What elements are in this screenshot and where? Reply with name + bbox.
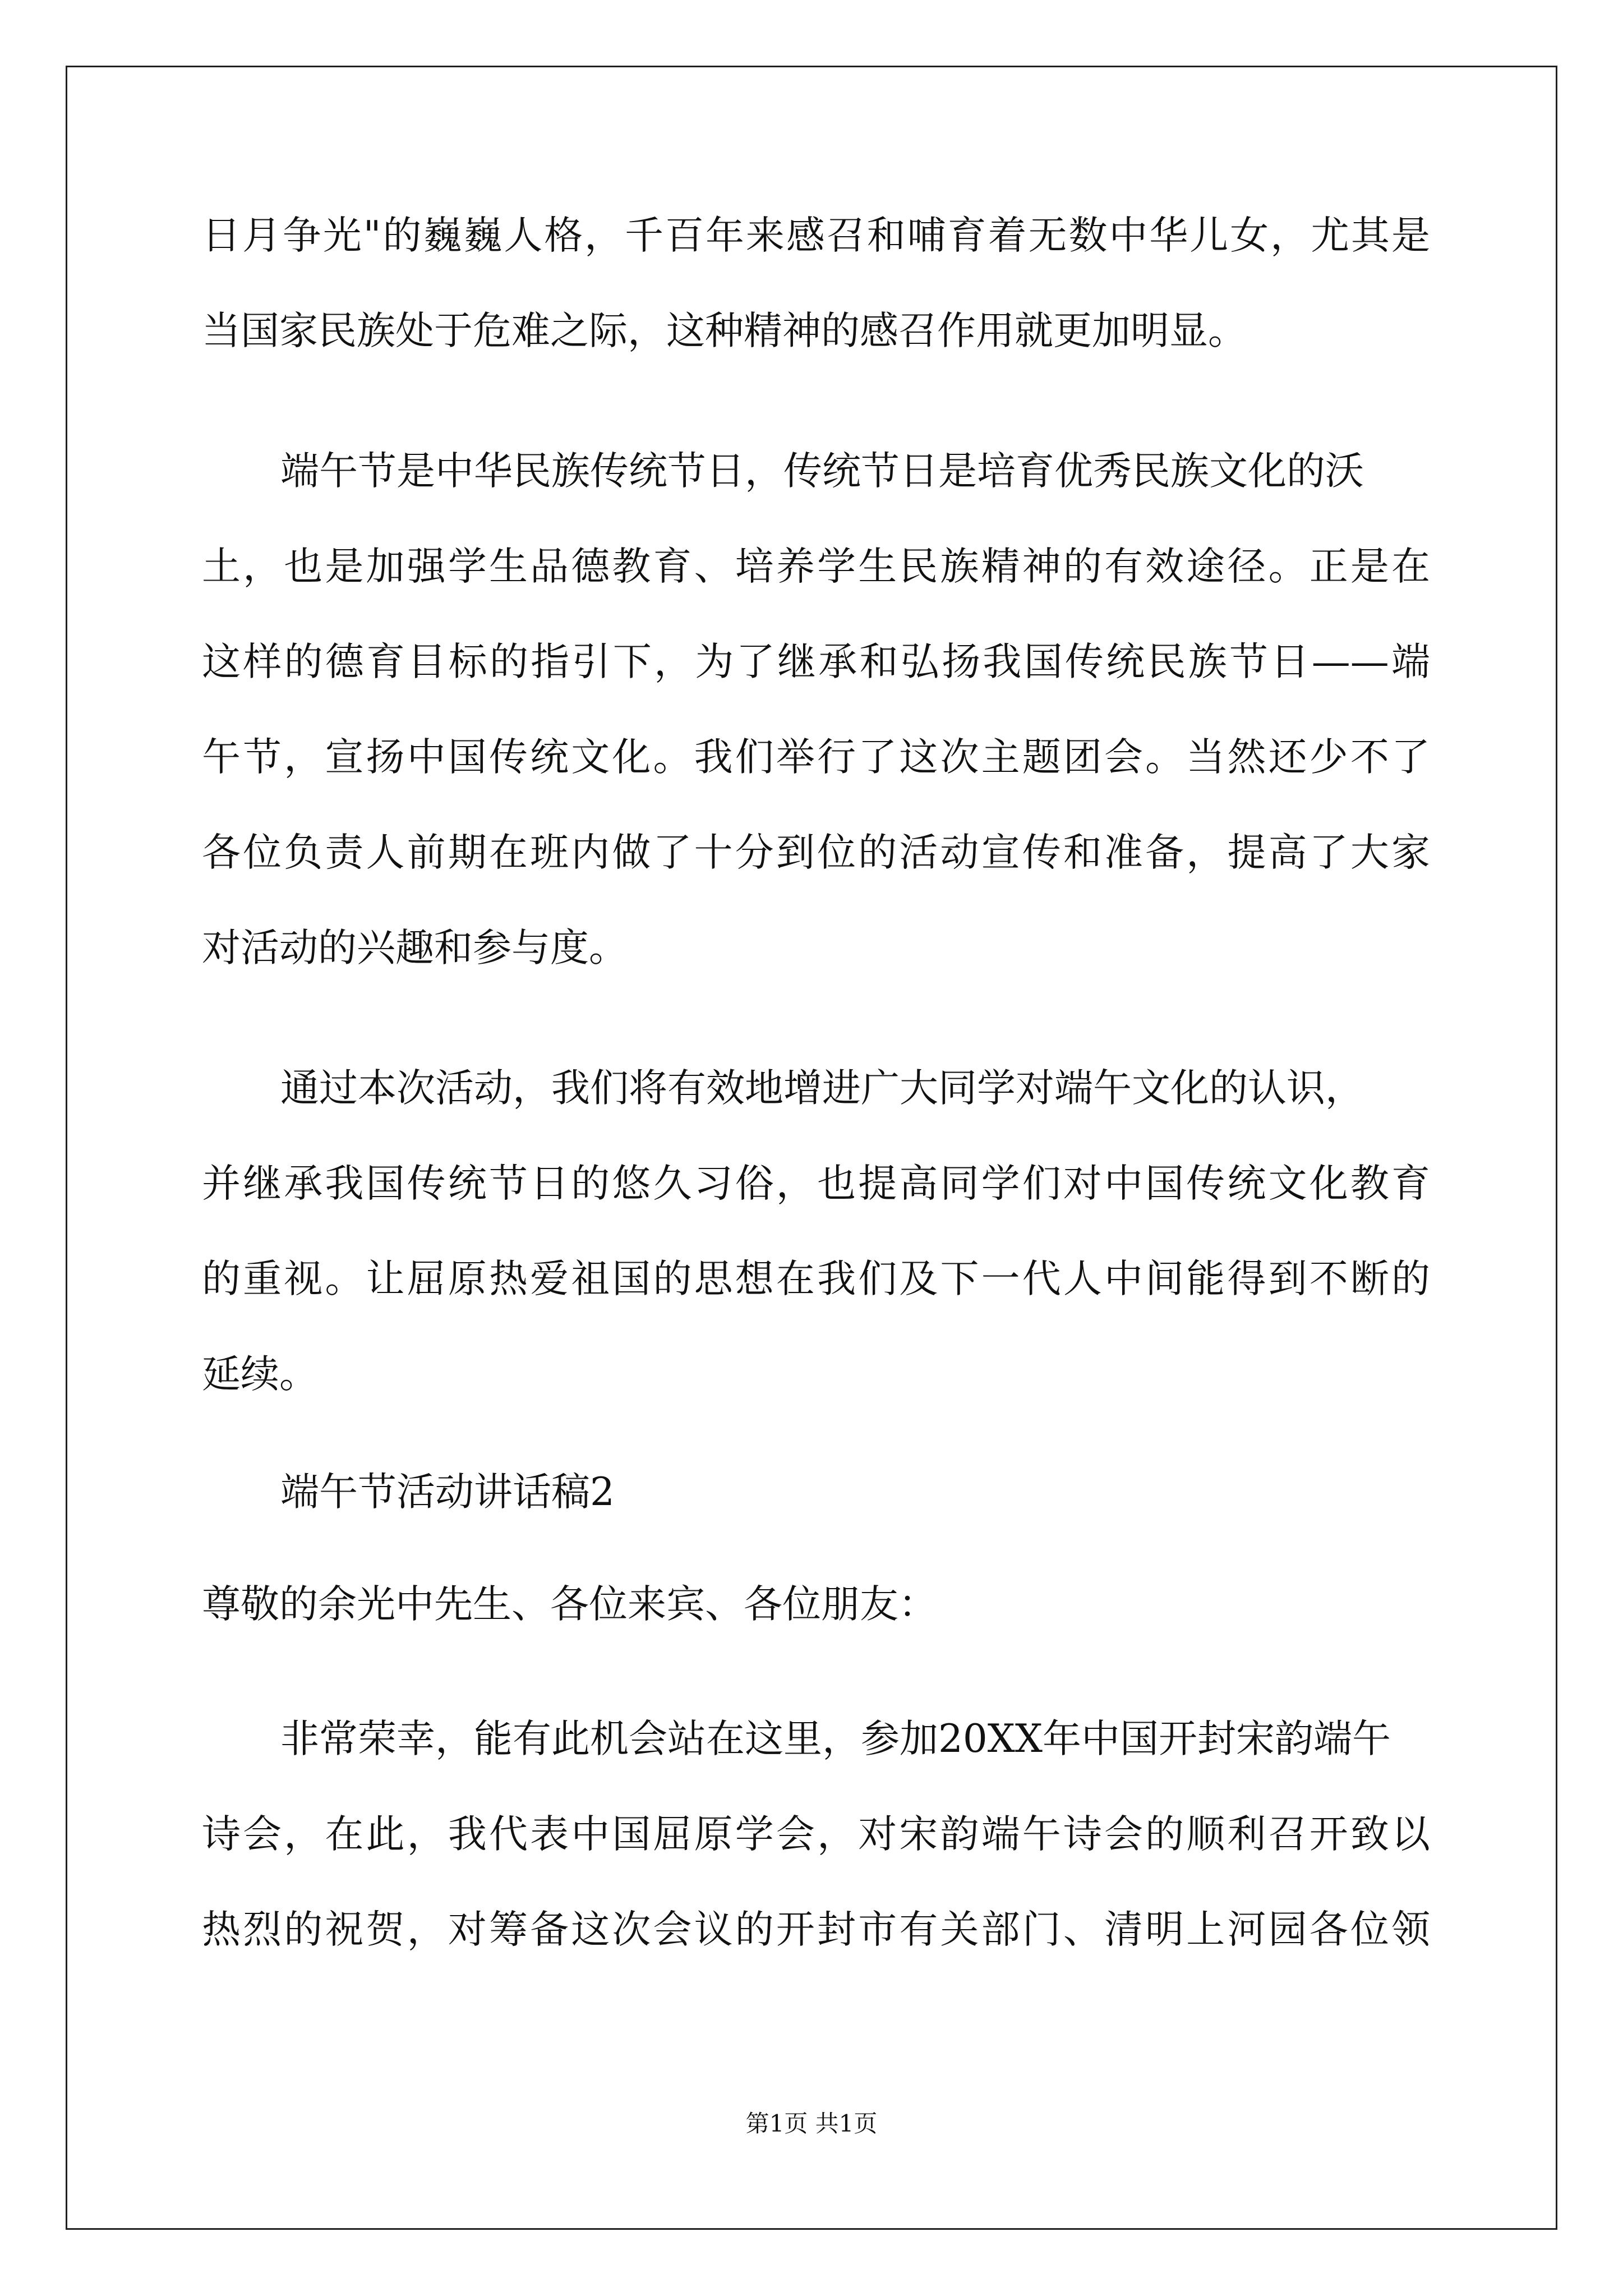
text-line: 这样的德育目标的指引下，为了继承和弘扬我国传统民族节日——端 <box>202 639 1430 684</box>
paragraph-start-line: 端午节是中华民族传统节日，传统节日是培育优秀民族文化的沃 <box>280 449 1364 494</box>
text-line: 各位负责人前期在班内做了十分到位的活动宣传和准备，提高了大家 <box>202 830 1430 875</box>
text-line: 土，也是加强学生品德教育、培养学生民族精神的有效途径。正是在 <box>202 544 1430 589</box>
text-line: 延续。 <box>202 1352 318 1397</box>
section-heading: 端午节活动讲话稿2 <box>280 1470 615 1515</box>
text-line: 日月争光"的巍巍人格，千百年来感召和哺育着无数中华儿女，尤其是 <box>202 213 1430 258</box>
text-line: 热烈的祝贺，对筹备这次会议的开封市有关部门、清明上河园各位领 <box>202 1907 1430 1952</box>
text-line: 诗会，在此，我代表中国屈原学会，对宋韵端午诗会的顺利召开致以 <box>202 1812 1430 1857</box>
paragraph-start-line: 通过本次活动，我们将有效地增进广大同学对端午文化的认识， <box>280 1066 1364 1111</box>
page-footer: 第1页 共1页 <box>745 2110 878 2137</box>
text-line: 的重视。让屈原热爱祖国的思想在我们及下一代人中间能得到不断的 <box>202 1257 1430 1301</box>
text-line: 午节，宣扬中国传统文化。我们举行了这次主题团会。当然还少不了 <box>202 735 1430 780</box>
salutation: 尊敬的余光中先生、各位来宾、各位朋友： <box>202 1582 937 1627</box>
paragraph-start-line: 非常荣幸，能有此机会站在这里，参加20XX年中国开封宋韵端午 <box>280 1717 1391 1761</box>
text-line: 并继承我国传统节日的悠久习俗，也提高同学们对中国传统文化教育 <box>202 1161 1430 1206</box>
text-line: 对活动的兴趣和参与度。 <box>202 926 628 970</box>
text-line: 当国家民族处于危难之际，这种精神的感召作用就更加明显。 <box>202 309 1247 353</box>
